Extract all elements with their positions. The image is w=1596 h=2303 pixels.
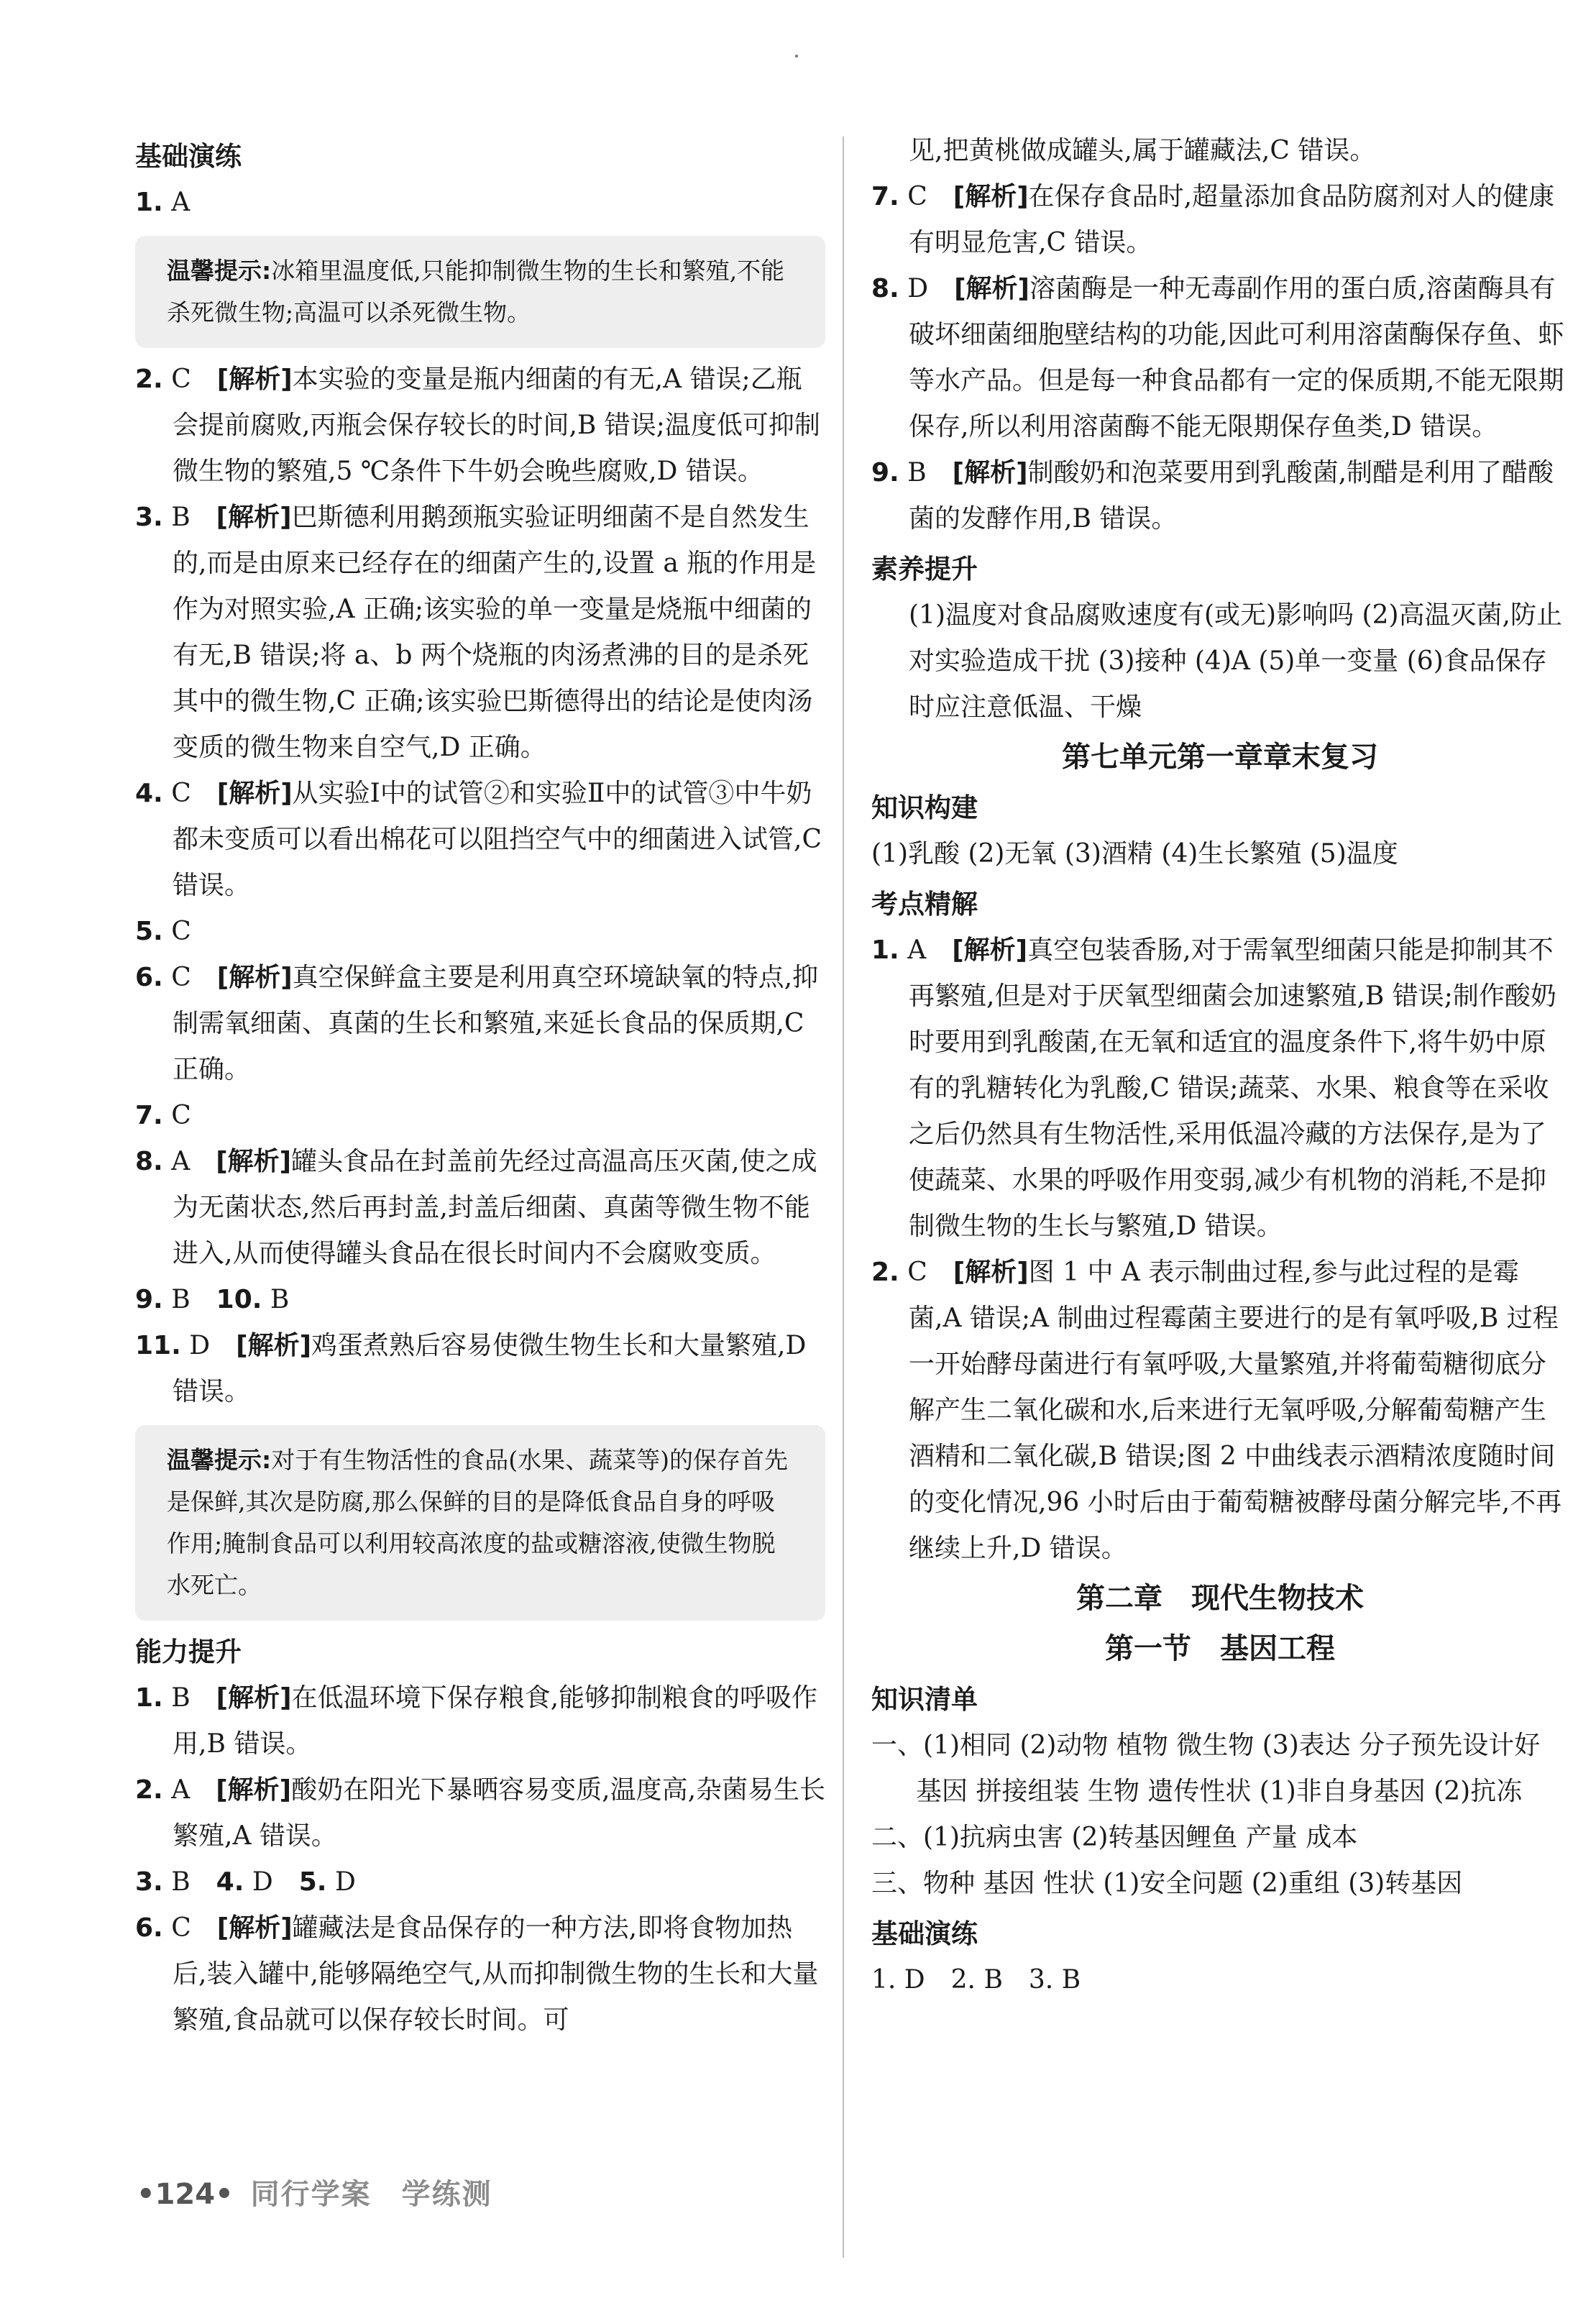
section-title-literacy: 素养提升	[871, 554, 978, 585]
section-title-checklist: 知识清单	[871, 1684, 978, 1715]
section-title-basic: 基础演练	[135, 141, 242, 172]
checklist-line: 三、物种 基因 性状 (1)安全问题 (2)重组 (3)转基因	[871, 1869, 1463, 1898]
top-dot	[795, 55, 798, 58]
answer-item: 6. C [解析]真空保鲜盒主要是利用真空环境缺氧的特点,抑制需氧细菌、真菌的生长和繁殖,来延长食品的保质期,C 正确。	[135, 963, 819, 1084]
answer-item: 4. C [解析]从实验Ⅰ中的试管②和实验Ⅱ中的试管③中牛奶都未变质可以看出棉花可以阻挡空气中的细菌进入试管,C 错误。	[135, 779, 822, 900]
answer-item: 5. C	[135, 917, 191, 946]
section-title-knowledge: 知识构建	[871, 792, 978, 823]
section-heading: 第一节 基因工程	[1105, 1632, 1335, 1665]
answer-item: 2. A [解析]酸奶在阳光下暴晒容易变质,温度高,杂菌易生长繁殖,A 错误。	[135, 1775, 826, 1851]
answer-item: 1. A	[135, 188, 191, 217]
continued-text: 见,把黄桃做成罐头,属于罐藏法,C 错误。	[909, 136, 1376, 165]
section-title-ability: 能力提升	[135, 1636, 242, 1667]
section-title-basic-2: 基础演练	[871, 1918, 978, 1949]
right-column	[871, 128, 1569, 2003]
answer-item: 7. C [解析]在保存食品时,超量添加食品防腐剂对人的健康有明显危害,C 错误。	[871, 182, 1555, 257]
answer-item: 9. B [解析]制酸奶和泡菜要用到乳酸菌,制醋是利用了醋酸菌的发酵作用,B 错误。	[871, 458, 1554, 534]
literacy-answers: (1)温度对食品腐败速度有(或无)影响吗 (2)高温灭菌,防止对实验造成干扰 (3)接种 (4)A (5)单一变量 (6)食品保存时应注意低温、干燥	[909, 600, 1562, 722]
review-heading: 第七单元第一章章末复习	[1062, 741, 1378, 774]
answer-item: 7. C	[135, 1101, 191, 1130]
tip-box: 温馨提示:冰箱里温度低,只能抑制微生物的生长和繁殖,不能杀死微生物;高温可以杀死微生物。	[135, 236, 825, 348]
page-footer	[137, 2171, 492, 2212]
answer-item: 3. B 4. D 5. D	[135, 1867, 356, 1897]
answer-item: 2. C [解析]图 1 中 A 表示制曲过程,参与此过程的是霉菌,A 错误;A 制曲过程霉菌主要进行的是有氧呼吸,B 过程一开始酵母菌进行有氧呼吸,大量繁殖,并将葡萄糖彻底分解产生二氧化碳和水,后来进行无氧呼吸,分解葡萄糖产生酒精和二氧化碳,B 错误;图 2 中曲线表示酒精浓度随时间的变化情况,96 小时后由于葡萄糖被酵母菌分解完毕,不再继续上升,D 错误。	[871, 1258, 1562, 1563]
page-number: •124•	[137, 2178, 234, 2211]
checklist-line: 二、(1)抗病虫害 (2)转基因鲤鱼 产量 成本	[871, 1823, 1358, 1852]
answer-item: 11. D [解析]鸡蛋煮熟后容易使微生物生长和大量繁殖,D 错误。	[135, 1331, 807, 1406]
basic-answers: 1. D 2. B 3. B	[871, 1965, 1081, 1995]
section-title-keypoints: 考点精解	[871, 889, 978, 920]
tip-box: 温馨提示:对于有生物活性的食品(水果、蔬菜等)的保存首先是保鲜,其次是防腐,那么保鲜的目的是降低食品自身的呼吸作用;腌制食品可以利用较高浓度的盐或糖溶液,使微生物脱水死亡。	[135, 1425, 825, 1621]
left-column	[135, 129, 825, 2043]
knowledge-answers: (1)乳酸 (2)无氧 (3)酒精 (4)生长繁殖 (5)温度	[871, 839, 1398, 869]
answer-item: 2. C [解析]本实验的变量是瓶内细菌的有无,A 错误;乙瓶会提前腐败,丙瓶会保存较长的时间,B 错误;温度低可抑制微生物的繁殖,5 ℃条件下牛奶会晚些腐败,D 错误。	[135, 365, 820, 486]
answer-item: 1. A [解析]真空包装香肠,对于需氧型细菌只能是抑制其不再繁殖,但是对于厌氧型细菌会加速繁殖,B 错误;制作酸奶时要用到乳酸菌,在无氧和适宜的温度条件下,将牛奶中原有的乳糖转化为乳酸,C 错误;蔬菜、水果、粮食等在采收之后仍然具有生物活性,采用低温冷藏的方法保存,是为了使蔬菜、水果的呼吸作用变弱,减少有机物的消耗,不是抑制微生物的生长与繁殖,D 错误。	[871, 935, 1556, 1241]
column-divider	[843, 137, 844, 2258]
book-brand: 同行学案 学练测	[250, 2178, 492, 2211]
answer-item: 9. B 10. B	[135, 1285, 290, 1314]
answer-item: 8. D [解析]溶菌酶是一种无毒副作用的蛋白质,溶菌酶具有破坏细菌细胞壁结构的功能,因此可利用溶菌酶保存鱼、虾等水产品。但是每一种食品都有一定的保质期,不能无限期保存,所以利用溶菌酶不能无限期保存鱼类,D 错误。	[871, 274, 1564, 441]
answer-item: 1. B [解析]在低温环境下保存粮食,能够抑制粮食的呼吸作用,B 错误。	[135, 1683, 818, 1759]
answer-item: 3. B [解析]巴斯德利用鹅颈瓶实验证明细菌不是自然发生的,而是由原来已经存在的细菌产生的,设置 a 瓶的作用是作为对照实验,A 正确;该实验的单一变量是烧瓶中细菌的有无,B 错误;将 a、b 两个烧瓶的肉汤煮沸的目的是杀死其中的微生物,C 正确;该实验巴斯德得出的结论是使肉汤变质的微生物来自空气,D 正确。	[135, 503, 817, 762]
chapter-heading: 第二章 现代生物技术	[1076, 1582, 1364, 1615]
answer-item: 6. C [解析]罐藏法是食品保存的一种方法,即将食物加热后,装入罐中,能够隔绝空气,从而抑制微生物的生长和大量繁殖,食品就可以保存较长时间。可	[135, 1913, 819, 2035]
checklist-line: 一、(1)相同 (2)动物 植物 微生物 (3)表达 分子预先设计好 基因 拼接组装 生物 遗传性状 (1)非自身基因 (2)抗冻	[871, 1731, 1541, 1806]
answer-item: 8. A [解析]罐头食品在封盖前先经过高温高压灭菌,使之成为无菌状态,然后再封盖,封盖后细菌、真菌等微生物不能进入,从而使得罐头食品在很长时间内不会腐败变质。	[135, 1147, 817, 1268]
